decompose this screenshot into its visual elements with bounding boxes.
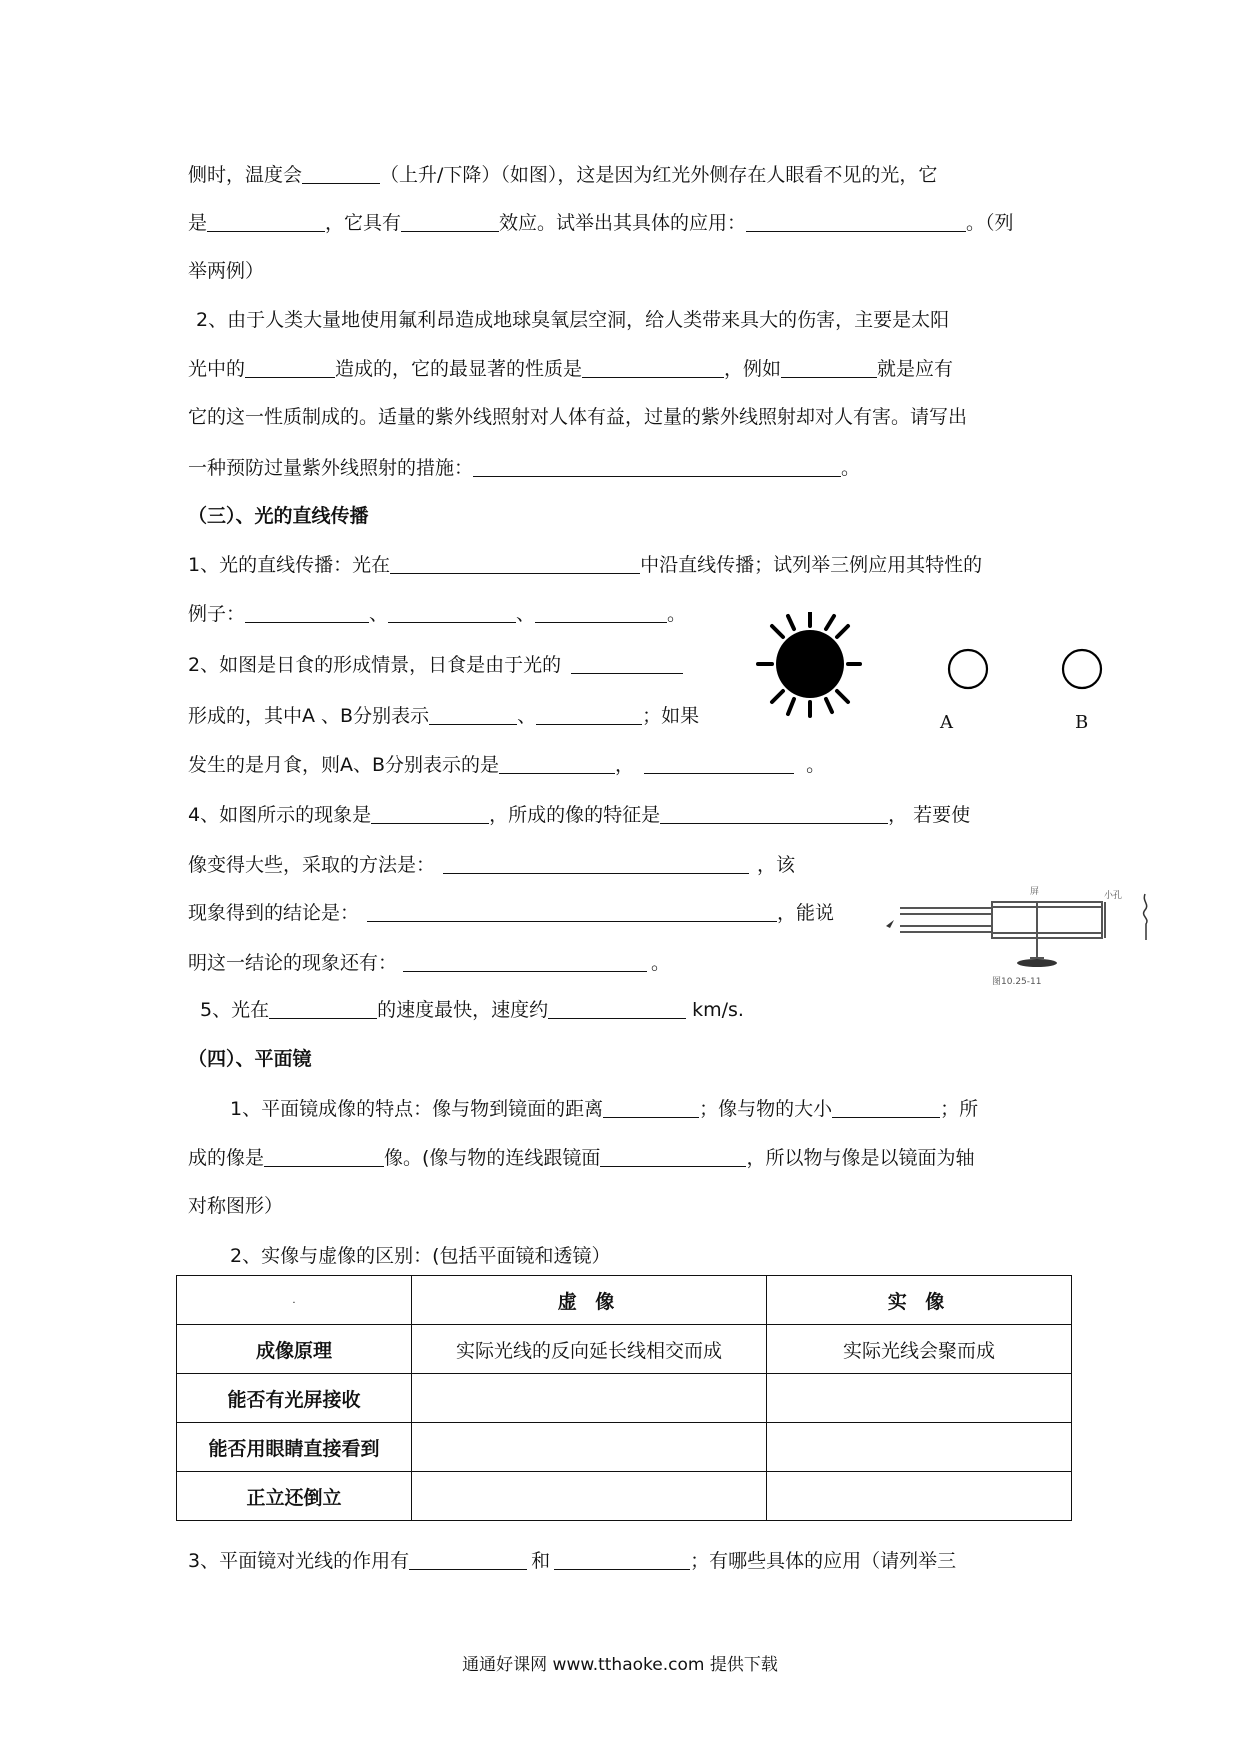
answer-blank[interactable] <box>548 998 686 1019</box>
answer-blank[interactable] <box>207 211 325 232</box>
table-row <box>177 1472 1072 1521</box>
text: 就是应有 <box>877 358 954 380</box>
table-row <box>177 1325 1072 1374</box>
text: km/s. <box>692 999 744 1021</box>
text-line-17 <box>200 997 744 1023</box>
text-line-7 <box>188 455 860 481</box>
text: 现象得到的结论是： <box>188 902 360 924</box>
text: 光中的 <box>188 358 246 380</box>
text: 。 <box>806 754 826 776</box>
answer-blank[interactable] <box>832 1097 940 1118</box>
text-line-15 <box>188 900 834 926</box>
figure-caption: 图10.25-11 <box>992 977 1042 987</box>
screen-tag: 屏 <box>1030 887 1040 897</box>
text: 它的这一性质制成的。适量的紫外线照射对人体有益，过量的紫外线照射却对人有害。请写出 <box>188 406 968 428</box>
text-line-20 <box>188 1193 283 1219</box>
table-corner: . <box>177 1276 412 1325</box>
text-line-16 <box>188 950 670 976</box>
text: 4、如图所示的现象是 <box>188 804 372 826</box>
answer-blank[interactable] <box>388 602 516 623</box>
text: （上升/下降）（如图），这是因为红光外侧存在人眼看不见的光，它 <box>380 164 938 186</box>
text: 是 <box>188 212 208 234</box>
answer-blank[interactable] <box>660 803 888 824</box>
row-label: 正立还倒立 <box>177 1472 412 1521</box>
column-header-virtual: 虚 像 <box>412 1276 767 1325</box>
text: ；有哪些具体的应用（请列举三 <box>690 1550 957 1572</box>
text: ，所以物与像是以镜面为轴 <box>746 1147 975 1169</box>
answer-blank[interactable] <box>390 553 640 574</box>
text-line-2 <box>188 210 1014 236</box>
text: 像。(像与物的连线跟镜面 <box>384 1147 601 1169</box>
section-heading-3: （三）、光的直线传播 <box>188 505 369 527</box>
answer-blank[interactable] <box>245 357 335 378</box>
text-line-8 <box>188 552 982 578</box>
text: 造成的，它的最显著的性质是 <box>335 358 583 380</box>
answer-blank[interactable] <box>473 456 841 477</box>
text: ；像与物的大小 <box>699 1098 833 1120</box>
row-label: 能否用眼睛直接看到 <box>177 1423 412 1472</box>
text-line-22 <box>188 1548 956 1574</box>
text: 、 <box>369 603 389 625</box>
answer-blank[interactable] <box>535 602 667 623</box>
text: ；所 <box>940 1098 979 1120</box>
text: 的速度最快，速度约 <box>377 999 549 1021</box>
text: 1、光的直线传播：光在 <box>188 554 391 576</box>
text: 。 <box>667 603 687 625</box>
row-label: 能否有光屏接收 <box>177 1374 412 1423</box>
text-line-4 <box>196 307 949 333</box>
answer-blank[interactable] <box>536 704 642 725</box>
text: 和 <box>531 1550 551 1572</box>
text-line-3 <box>188 258 264 284</box>
answer-blank[interactable] <box>371 803 489 824</box>
text-line-19 <box>188 1145 974 1171</box>
text: ， <box>615 754 635 776</box>
text: 2、由于人类大量地使用氟利昂造成地球臭氧层空洞，给人类带来具大的伤害，主要是太阳 <box>196 309 950 331</box>
text: ，例如 <box>724 358 782 380</box>
text: 形成的，其中A 、B分别表示 <box>188 705 430 727</box>
text: 、 <box>516 603 536 625</box>
body-b-circle <box>1063 650 1101 688</box>
cell-real[interactable] <box>767 1423 1072 1472</box>
cell-virtual[interactable] <box>412 1374 767 1423</box>
answer-blank[interactable] <box>429 704 517 725</box>
text: 1、平面镜成像的特点：像与物到镜面的距离 <box>230 1098 604 1120</box>
answer-blank[interactable] <box>443 853 749 874</box>
answer-blank[interactable] <box>600 1146 746 1167</box>
text: ，它具有 <box>325 212 402 234</box>
table-row <box>177 1374 1072 1423</box>
text: 效应。试举出其具体的应用： <box>499 212 747 234</box>
text-line-9 <box>188 601 686 627</box>
text-line-6 <box>188 404 967 430</box>
image-comparison-table <box>176 1275 1072 1521</box>
text: 明这一结论的现象还有： <box>188 952 398 974</box>
cell-real[interactable] <box>767 1374 1072 1423</box>
section-heading-4: （四）、平面镜 <box>188 1048 312 1070</box>
text: 。 <box>841 457 861 479</box>
cell-virtual[interactable] <box>412 1472 767 1521</box>
text: 举两例） <box>188 260 265 282</box>
label-a: A <box>940 712 953 733</box>
answer-blank[interactable] <box>781 357 877 378</box>
answer-blank[interactable] <box>644 753 794 774</box>
text: 。（列 <box>966 212 1014 234</box>
text-line-18 <box>230 1096 978 1122</box>
text-line-10 <box>188 652 683 678</box>
text: 5、光在 <box>200 999 270 1021</box>
cell-virtual[interactable] <box>412 1423 767 1472</box>
text: 例子： <box>188 603 246 625</box>
text: ，能说 <box>777 902 835 924</box>
answer-blank[interactable] <box>401 211 499 232</box>
body-a-circle <box>949 650 987 688</box>
page-footer: 通通好课网 www.tthaoke.com 提供下载 <box>462 1655 778 1675</box>
text-line-5 <box>188 356 953 382</box>
text-line-21 <box>230 1243 611 1269</box>
text: ，该 <box>757 854 796 876</box>
text: 2、如图是日食的形成情景，日食是由于光的 <box>188 654 562 676</box>
text: 对称图形） <box>188 1195 284 1217</box>
text-line-11 <box>188 703 699 729</box>
text-line-14 <box>188 852 795 878</box>
text: ，所成的像的特征是 <box>489 804 661 826</box>
row-label: 成像原理 <box>177 1325 412 1374</box>
answer-blank[interactable] <box>264 1146 384 1167</box>
answer-blank[interactable] <box>367 901 777 922</box>
answer-blank[interactable] <box>269 998 377 1019</box>
answer-blank[interactable] <box>403 951 647 972</box>
sun-icon <box>758 612 860 716</box>
text: ， 若要使 <box>888 804 971 826</box>
answer-blank[interactable] <box>302 163 380 184</box>
cell-real[interactable] <box>767 1472 1072 1521</box>
answer-blank[interactable] <box>245 602 369 623</box>
cell-real: 实际光线会聚而成 <box>767 1325 1072 1374</box>
text: 中沿直线传播；试列举三例应用其特性的 <box>640 554 983 576</box>
text: 发生的是月食，则A、B分别表示的是 <box>188 754 500 776</box>
text: 侧时，温度会 <box>188 164 303 186</box>
text-line-13 <box>188 802 970 828</box>
text: 一种预防过量紫外线照射的措施： <box>188 457 474 479</box>
column-header-real: 实 像 <box>767 1276 1072 1325</box>
answer-blank[interactable] <box>571 653 683 674</box>
label-b: B <box>1075 712 1089 733</box>
answer-blank[interactable] <box>603 1097 699 1118</box>
candle-icon <box>1144 894 1147 940</box>
text-line-1 <box>188 162 937 188</box>
pinhole-tag: 小孔 <box>1104 891 1123 901</box>
text: 成的像是 <box>188 1147 265 1169</box>
answer-blank[interactable] <box>582 357 724 378</box>
answer-blank[interactable] <box>499 753 615 774</box>
text: 2、实像与虚像的区别：(包括平面镜和透镜） <box>230 1245 611 1267</box>
table-header-row <box>177 1276 1072 1325</box>
text: ；如果 <box>642 705 700 727</box>
text: 、 <box>517 705 537 727</box>
text: 像变得大些，采取的方法是： <box>188 854 436 876</box>
answer-blank[interactable] <box>409 1549 527 1570</box>
text-line-12 <box>188 752 825 778</box>
text: 。 <box>651 952 671 974</box>
pinhole-camera-figure <box>880 880 1160 990</box>
table-row <box>177 1423 1072 1472</box>
text: 3、平面镜对光线的作用有 <box>188 1550 410 1572</box>
cell-virtual: 实际光线的反向延长线相交而成 <box>412 1325 767 1374</box>
answer-blank[interactable] <box>554 1549 690 1570</box>
answer-blank[interactable] <box>746 211 966 232</box>
